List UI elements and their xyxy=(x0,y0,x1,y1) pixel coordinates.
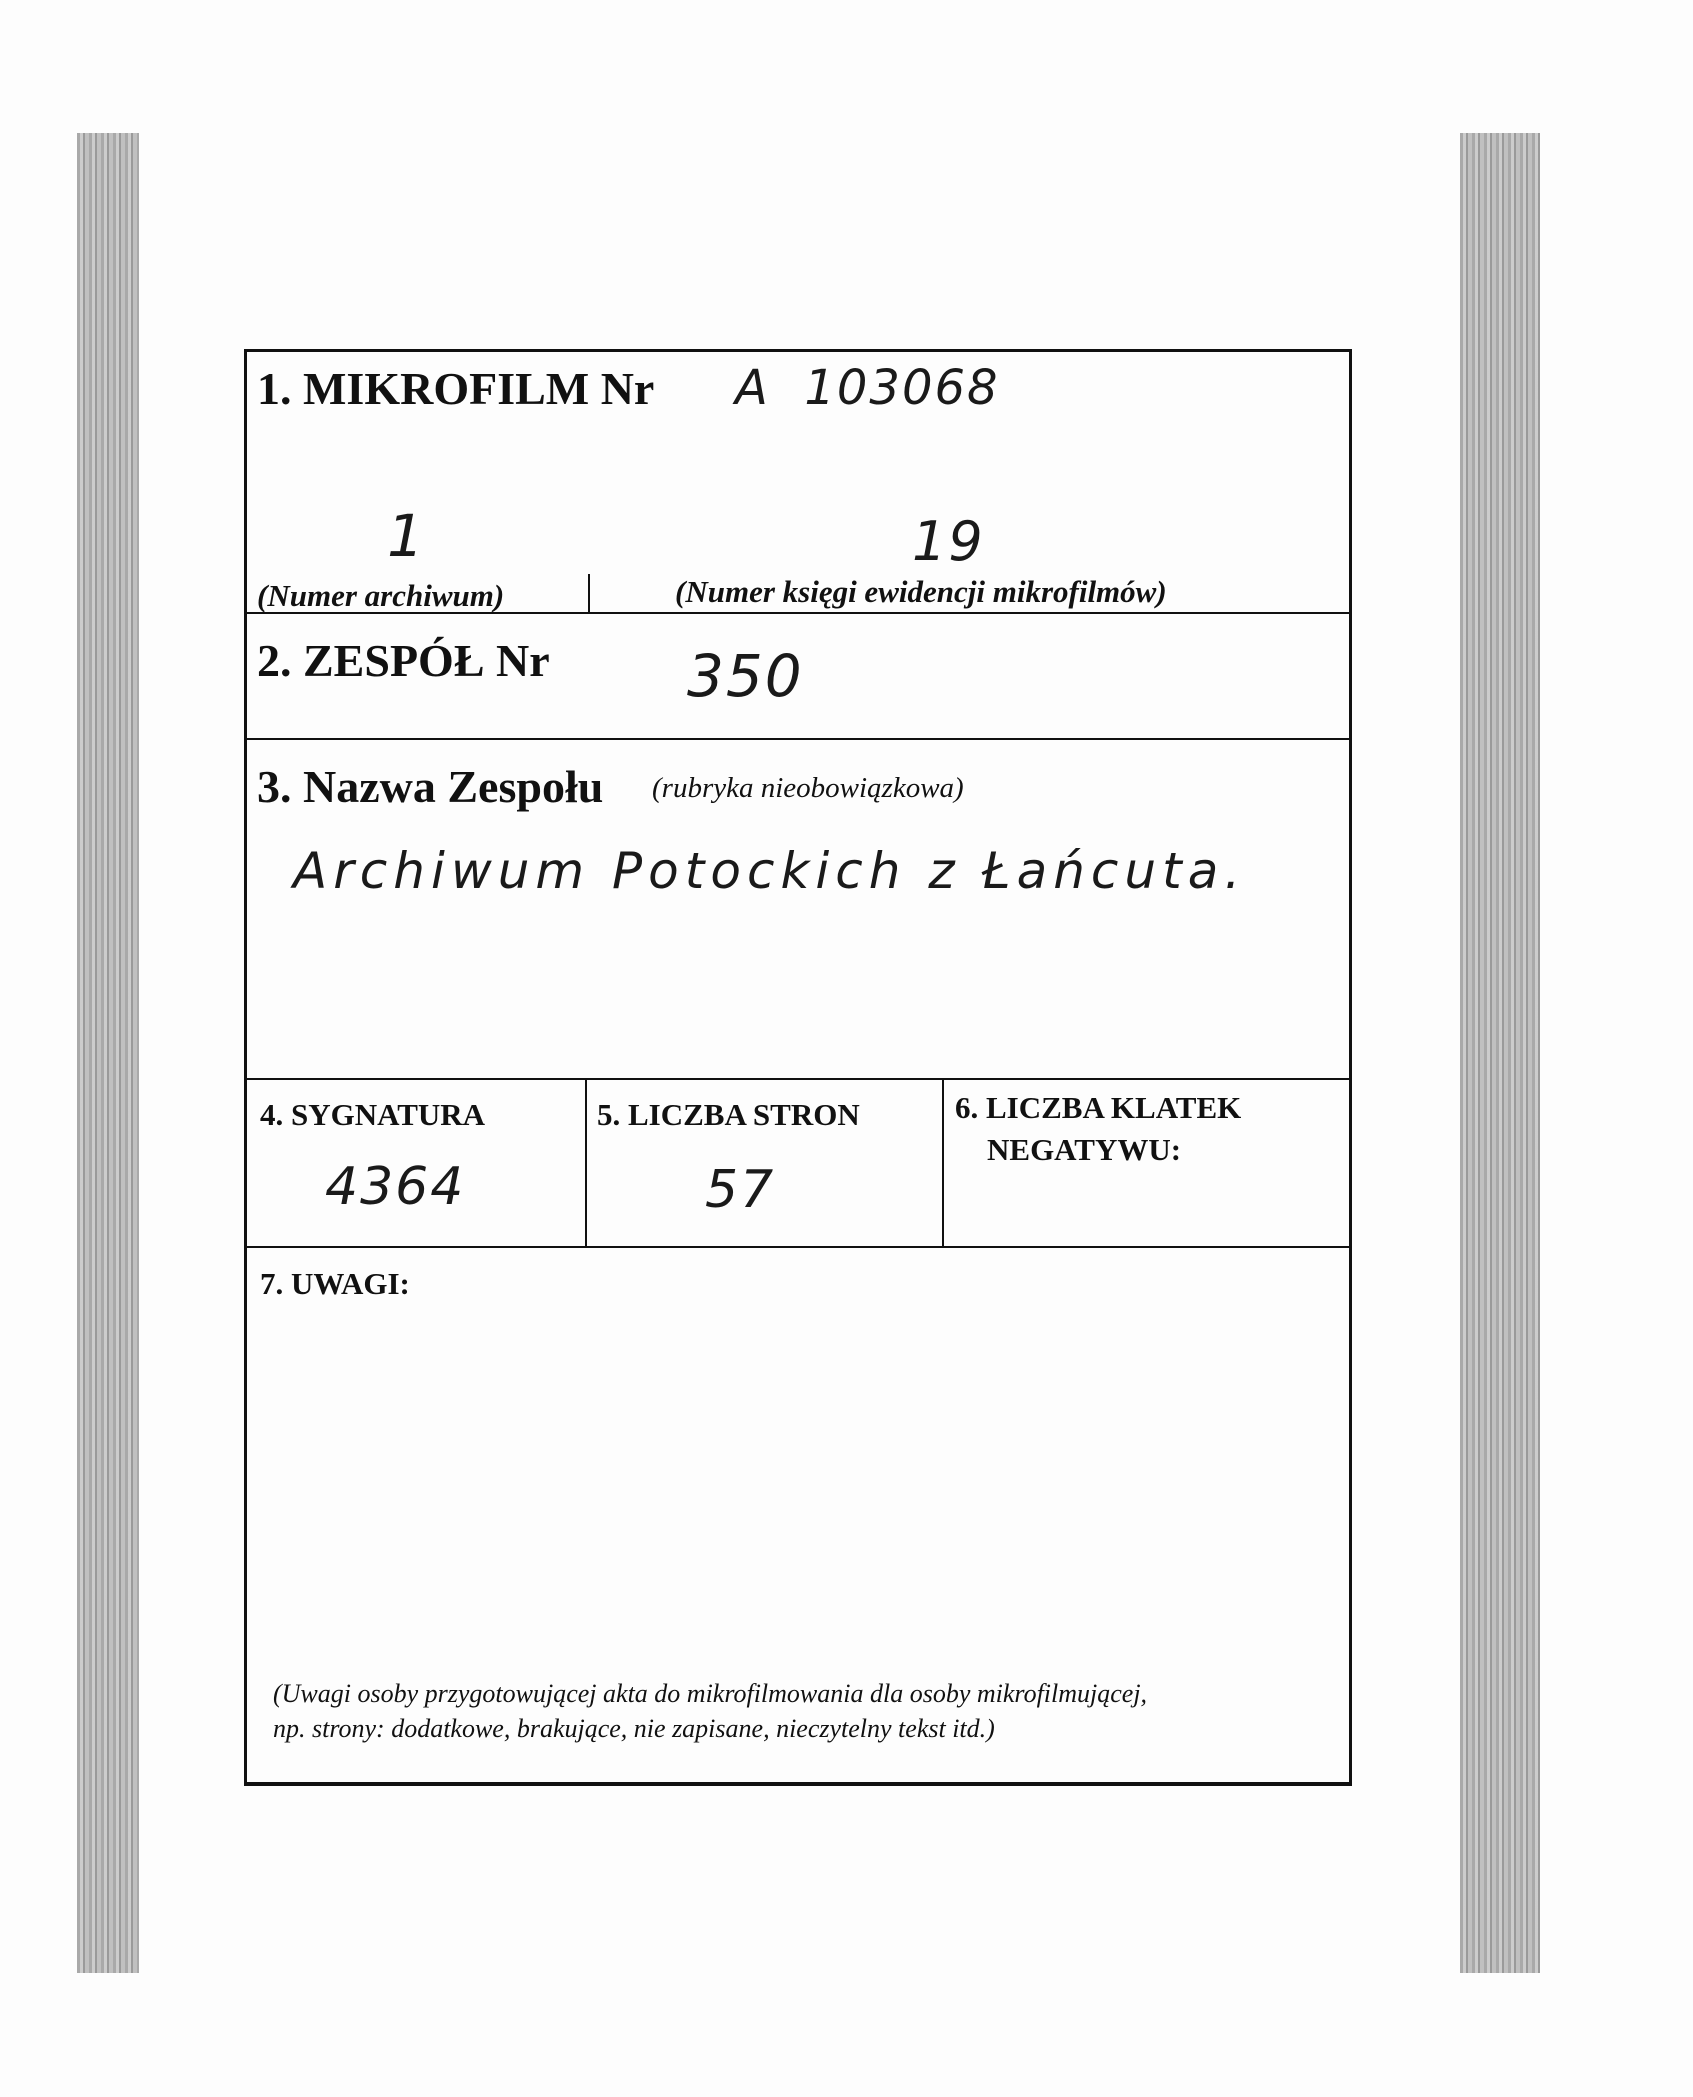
archive-number-caption: (Numer archiwum) xyxy=(257,578,505,613)
divider xyxy=(247,1078,1349,1080)
film-edge-left xyxy=(77,133,139,1973)
field5-label: 5. LICZBA STRON xyxy=(597,1097,860,1132)
divider xyxy=(247,738,1349,740)
register-number-caption: (Numer księgi ewidencji mikrofilmów) xyxy=(675,574,1167,609)
divider xyxy=(585,1078,587,1246)
remarks-note-line1: (Uwagi osoby przygotowującej akta do mikrofilmowania dla osoby mikrofilmującej, xyxy=(273,1679,1148,1708)
fonds-name: Archiwum Potockich z Łańcuta. xyxy=(293,842,1247,900)
fonds-number: 350 xyxy=(687,642,804,710)
field3-hint: (rubryka nieobowiązkowa) xyxy=(652,772,964,804)
divider xyxy=(247,1246,1349,1248)
divider xyxy=(588,574,590,614)
page-count: 57 xyxy=(705,1160,776,1220)
register-number: 19 xyxy=(912,510,985,573)
field1-label: 1. MIKROFILM Nr xyxy=(257,363,655,414)
field6-label-line2: NEGATYWU: xyxy=(987,1132,1182,1167)
film-edge-right xyxy=(1460,133,1540,1973)
signature-number: 4364 xyxy=(325,1157,466,1217)
divider xyxy=(942,1078,944,1246)
archive-number: 1 xyxy=(387,502,426,570)
microfilm-number: A 103068 xyxy=(735,360,1000,416)
remarks-note-line2: np. strony: dodatkowe, brakujące, nie zapisane, nieczytelny tekst itd.) xyxy=(273,1714,995,1743)
field6-label-line1: 6. LICZBA KLATEK xyxy=(955,1090,1242,1125)
field7-label: 7. UWAGI: xyxy=(260,1266,410,1301)
field4-label: 4. SYGNATURA xyxy=(260,1097,486,1132)
microfilm-form xyxy=(244,349,1352,1786)
field3-label: 3. Nazwa Zespołu xyxy=(257,761,604,812)
field2-label: 2. ZESPÓŁ Nr xyxy=(257,635,550,686)
